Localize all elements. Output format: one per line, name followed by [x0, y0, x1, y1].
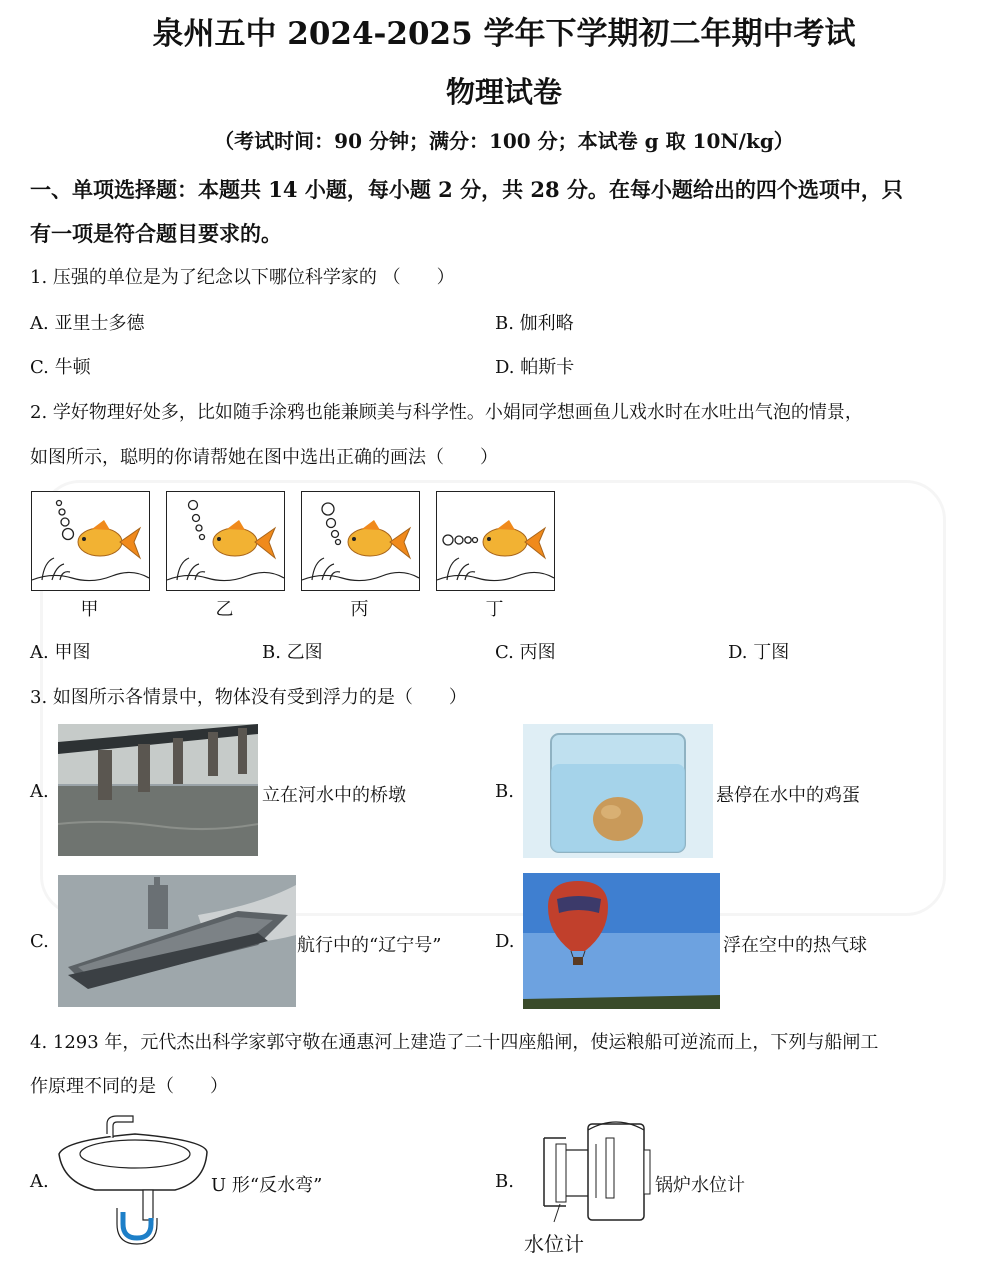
hot-air-balloon-photo	[523, 873, 720, 1009]
q1-option-d: D. 帕斯卡	[495, 357, 575, 378]
q3-option-b-caption: 悬停在水中的鸡蛋	[716, 785, 860, 806]
q4-option-a-caption: U 形“反水弯”	[211, 1175, 323, 1196]
sink-u-trap-drawing	[55, 1112, 210, 1247]
fish-label-yi: 乙	[215, 599, 234, 620]
q2-option-c: C. 丙图	[495, 642, 556, 663]
fish-figure-yi	[166, 491, 285, 591]
fish-label-bing: 丙	[350, 599, 369, 620]
q4-stem-line2: 作原理不同的是（ ）	[30, 1076, 228, 1097]
q4-option-b-letter: B.	[495, 1171, 514, 1192]
fish-label-ding: 丁	[485, 599, 504, 620]
q3-stem: 3. 如图所示各情景中，物体没有受到浮力的是（ ）	[30, 687, 467, 708]
q4-water-gauge-label: 水位计	[524, 1232, 584, 1256]
boiler-water-gauge-drawing	[536, 1110, 656, 1228]
q3-option-d-caption: 浮在空中的热气球	[723, 935, 867, 956]
q3-option-c-letter: C.	[30, 931, 49, 952]
exam-subtitle: 物理试卷	[445, 75, 562, 109]
q1-option-a: A. 亚里士多德	[30, 313, 145, 334]
q2-option-a: A. 甲图	[30, 642, 91, 663]
q3-option-b-letter: B.	[495, 781, 514, 802]
q2-option-d: D. 丁图	[728, 642, 790, 663]
fish-label-jia: 甲	[80, 599, 99, 620]
exam-info: （考试时间：90 分钟；满分：100 分；本试卷 g 取 10N/kg）	[214, 129, 794, 153]
q1-option-b: B. 伽利略	[495, 313, 574, 334]
bridge-pier-photo	[58, 724, 258, 856]
q3-option-c-caption: 航行中的“辽宁号”	[297, 935, 442, 956]
q4-stem-line1: 4. 1293 年，元代杰出科学家郭守敬在通惠河上建造了二十四座船闸，使运粮船可逆流而上，下列与船闸工	[30, 1032, 879, 1053]
egg-in-water-photo	[523, 724, 713, 858]
q4-option-a-letter: A.	[30, 1171, 49, 1192]
fish-figure-bing	[301, 491, 420, 591]
section-heading-line2: 有一项是符合题目要求的。	[30, 221, 282, 246]
q1-stem: 1. 压强的单位是为了纪念以下哪位科学家的 （ ）	[30, 267, 455, 288]
section-heading-line1: 一、单项选择题：本题共 14 小题，每小题 2 分，共 28 分。在每小题给出的四个选项中，只	[30, 177, 903, 202]
q2-stem-line2: 如图所示，聪明的你请帮她在图中选出正确的画法（ ）	[30, 447, 498, 468]
q1-option-c: C. 牛顿	[30, 357, 91, 378]
q3-option-d-letter: D.	[495, 931, 515, 952]
q3-option-a-letter: A.	[30, 781, 49, 802]
fish-figure-ding	[436, 491, 555, 591]
exam-title: 泉州五中 2024-2025 学年下学期初二年期中考试	[152, 16, 856, 52]
carrier-liaoning-photo	[58, 875, 296, 1007]
q2-option-b: B. 乙图	[262, 642, 323, 663]
q2-stem-line1: 2. 学好物理好处多，比如随手涂鸦也能兼顾美与科学性。小娟同学想画鱼儿戏水时在水吐出气泡的情景，	[30, 402, 863, 423]
q4-option-b-caption: 锅炉水位计	[655, 1175, 745, 1196]
q3-option-a-caption: 立在河水中的桥墩	[262, 785, 406, 806]
fish-figure-jia	[31, 491, 150, 591]
